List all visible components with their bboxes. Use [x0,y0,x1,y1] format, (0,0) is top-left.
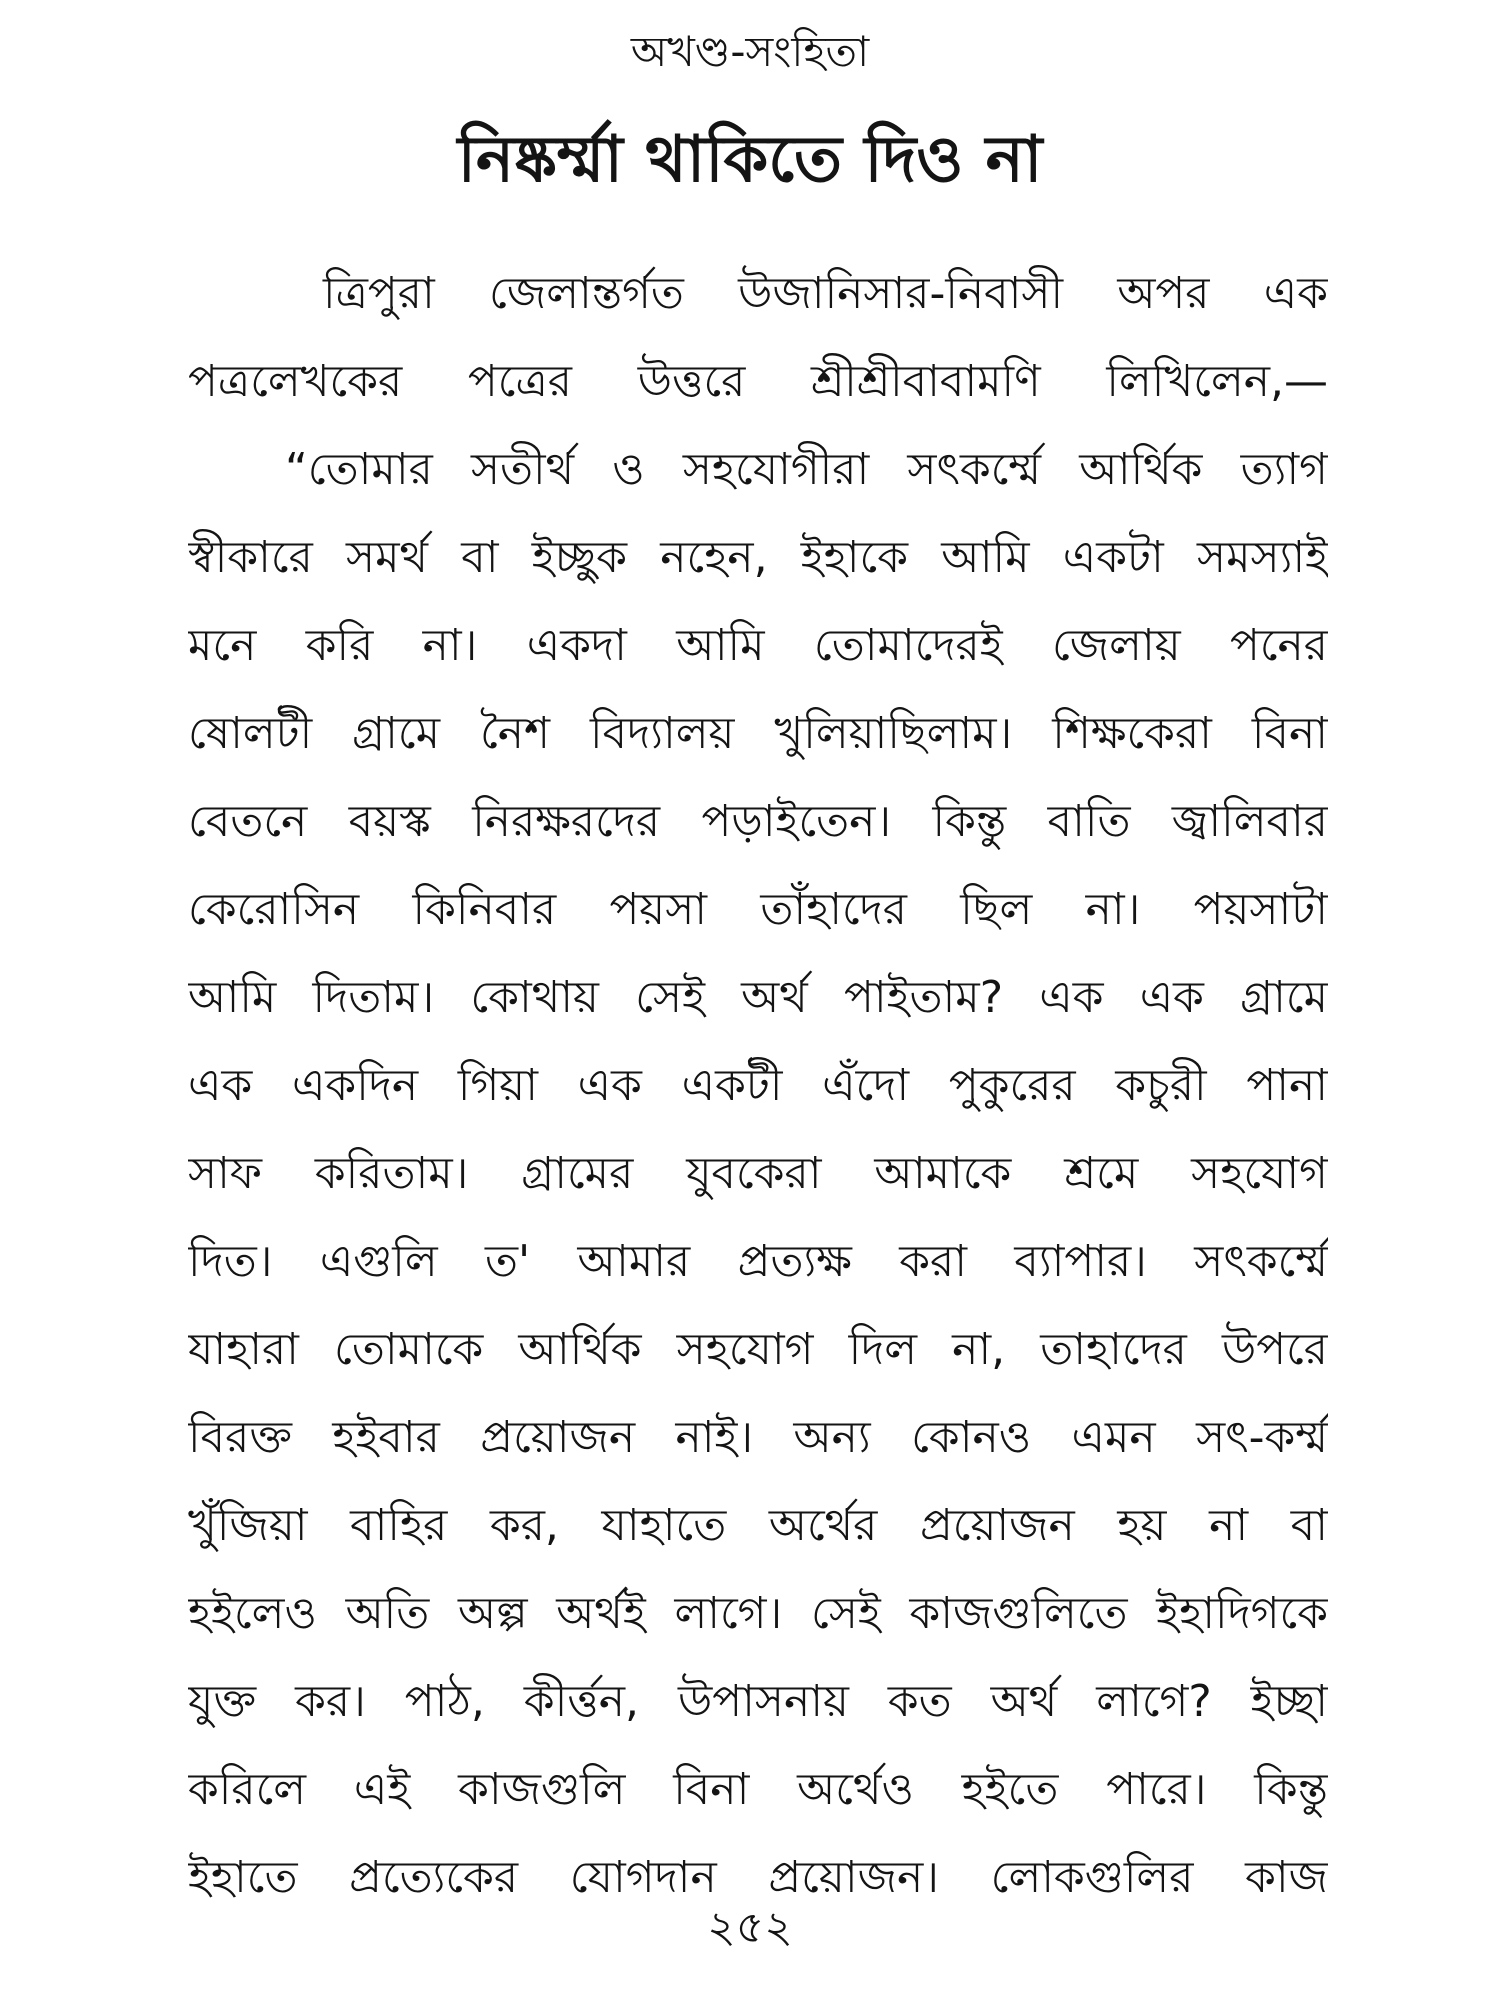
text-line: ইহাতে প্রত্যেকের যোগদান প্রয়োজন। লোকগুলির কাজ [188,1852,1328,1903]
text-line: মনে করি না। একদা আমি তোমাদেরই জেলায় পনের [188,620,1328,671]
text-line: এক একদিন গিয়া এক একটী এঁদো পুকুরের কচুরী পানা [188,1060,1328,1111]
text-line: পত্রলেখকের পত্রের উত্তরে শ্রীশ্রীবাবামণি লিখিলেন,— [188,356,1328,407]
text-line: ত্রিপুরা জেলান্তর্গত উজানিসার-নিবাসী অপর এক [323,268,1328,319]
text-line: কেরোসিন কিনিবার পয়সা তাঁহাদের ছিল না। পয়সাটা [188,884,1328,935]
chapter-title: নিষ্কর্ম্মা থাকিতে দিও না [457,123,1043,197]
text-line: বেতনে বয়স্ক নিরক্ষরদের পড়াইতেন। কিন্তু বাতি জ্বালিবার [188,796,1328,847]
running-head: অখণ্ড-সংহিতা [630,27,870,76]
page-number: ২৫২ [707,1902,793,1953]
text-line: বিরক্ত হইবার প্রয়োজন নাই। অন্য কোনও এমন সৎ-কর্ম্ম [188,1412,1328,1463]
text-line: খুঁজিয়া বাহির কর, যাহাতে অর্থের প্রয়োজন হয় না বা [188,1500,1328,1551]
text-line: যাহারা তোমাকে আর্থিক সহযোগ দিল না, তাহাদের উপরে [188,1324,1328,1375]
text-line: স্বীকারে সমর্থ বা ইচ্ছুক নহেন, ইহাকে আমি একটা সমস্যাই [188,532,1328,583]
text-line: সাফ করিতাম। গ্রামের যুবকেরা আমাকে শ্রমে সহযোগ [188,1148,1328,1199]
text-line: “তোমার সতীর্থ ও সহযোগীরা সৎকর্ম্মে আর্থিক ত্যাগ [285,444,1328,495]
text-line: করিলে এই কাজগুলি বিনা অর্থেও হইতে পারে। কিন্তু [188,1764,1328,1815]
text-line: যুক্ত কর। পাঠ, কীর্ত্তন, উপাসনায় কত অর্থ লাগে? ইচ্ছা [188,1676,1328,1727]
body-text [188,250,1328,1922]
text-line: ষোলটী গ্রামে নৈশ বিদ্যালয় খুলিয়াছিলাম। শিক্ষকেরা বিনা [188,708,1328,759]
text-line: দিত। এগুলি ত' আমার প্রত্যক্ষ করা ব্যাপার। সৎকর্ম্মে [188,1236,1328,1287]
text-line: হইলেও অতি অল্প অর্থই লাগে। সেই কাজগুলিতে ইহাদিগকে [188,1588,1328,1639]
text-line: আমি দিতাম। কোথায় সেই অর্থ পাইতাম? এক এক গ্রামে [188,972,1328,1023]
